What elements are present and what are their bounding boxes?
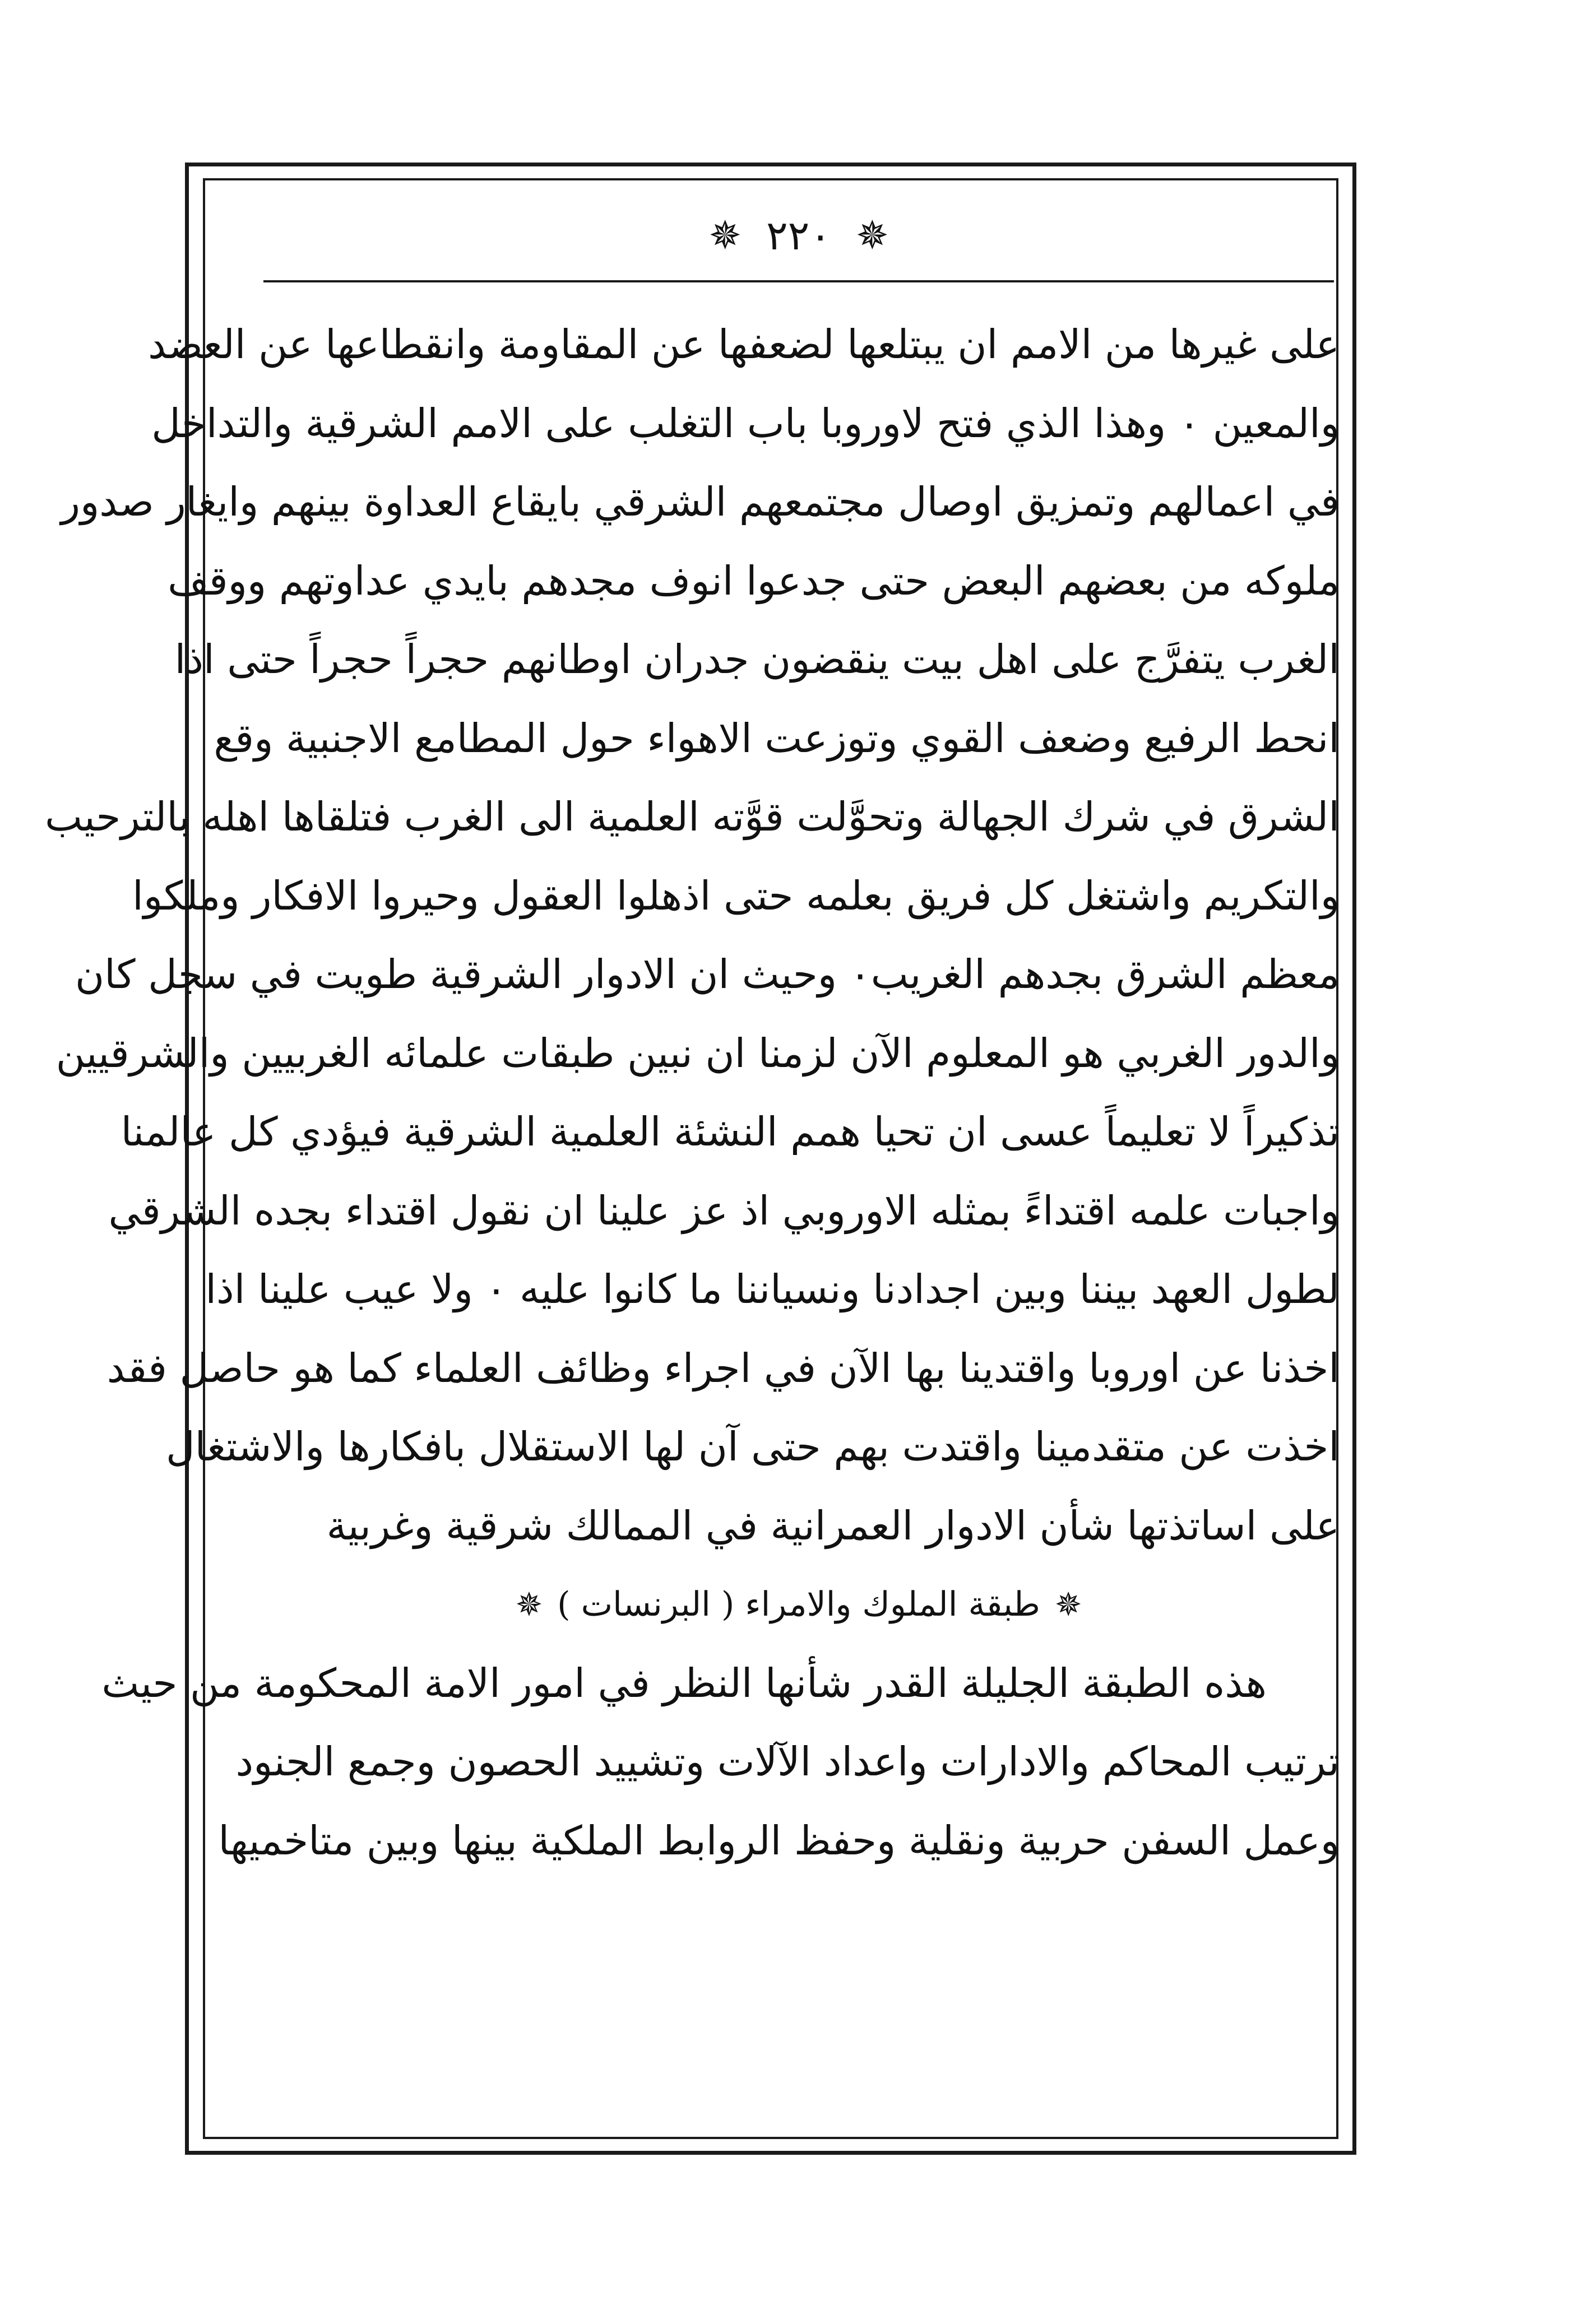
text-line: على اساتذتها شأن الادوار العمرانية في الممالك شرقية وغربية xyxy=(326,1502,1340,1549)
text-line: تذكيراً لا تعليماً عسى ان تحيا همم النشئة العلمية الشرقية فيؤدي كل عالمنا xyxy=(121,1108,1340,1155)
text-line: على غيرها من الامم ان يبتلعها لضعفها عن المقاومة وانقطاعها عن العضد xyxy=(148,321,1340,368)
page-number: ٢٢٠ xyxy=(766,212,832,259)
text-line: هذه الطبقة الجليلة القدر شأنها النظر في امور الامة المحكومة من حيث xyxy=(101,1659,1267,1706)
page-header xyxy=(263,202,1334,269)
text-line: معظم الشرق بجدهم الغريب٠ وحيث ان الادوار الشرقية طويت في سجل كان xyxy=(75,951,1340,998)
ornament-left-icon: ✵ xyxy=(708,212,742,258)
text-line: الغرب يتفرَّج على اهل بيت ينقضون جدران اوطانهم حجراً حجراً حتى اذا xyxy=(174,636,1340,683)
text-line: ترتيب المحاكم والادارات واعداد الآلات وتشييد الحصون وجمع الجنود xyxy=(235,1738,1340,1785)
text-line: لطول العهد بيننا وبين اجدادنا ونسياننا ما كانوا عليه ٠ ولا عيب علينا اذا xyxy=(205,1266,1340,1312)
body-text xyxy=(45,305,1340,2121)
header-divider xyxy=(263,280,1334,282)
text-line: والتكريم واشتغل كل فريق بعلمه حتى اذهلوا العقول وحيروا الافكار وملكوا xyxy=(132,872,1340,919)
heading-ornament-left-icon: ✵ xyxy=(515,1585,543,1623)
text-line: اخذنا عن اوروبا واقتدينا بها الآن في اجراء وظائف العلماء كما هو حاصل فقد xyxy=(106,1344,1340,1391)
text-line: واجبات علمه اقتداءً بمثله الاوروبي اذ عز علينا ان نقول اقتداء بجده الشرقي xyxy=(108,1187,1340,1234)
text-line: ملوكه من بعضهم البعض حتى جدعوا انوف مجدهم بايدي عداوتهم ووقف xyxy=(168,557,1340,604)
section-heading-text: طبقة الملوك والامراء ( البرنسات ) xyxy=(557,1585,1040,1624)
text-line: الشرق في شرك الجهالة وتحوَّلت قوَّته العلمية الى الغرب فتلقاها اهله بالترحيب xyxy=(45,794,1340,840)
text-line: في اعمالهم وتمزيق اوصال مجتمعهم الشرقي بايقاع العداوة بينهم وايغار صدور xyxy=(61,479,1340,525)
heading-ornament-right-icon: ✵ xyxy=(1054,1585,1082,1623)
text-line: والمعين ٠ وهذا الذي فتح لاوروبا باب التغلب على الامم الشرقية والتداخل xyxy=(151,400,1340,447)
text-line: انحط الرفيع وضعف القوي وتوزعت الاهواء حول المطامع الاجنبية وقع xyxy=(214,715,1340,762)
section-heading xyxy=(258,1565,1340,1644)
text-line: والدور الغربي هو المعلوم الآن لزمنا ان نبين طبقات علمائه الغربيين والشرقيين xyxy=(55,1029,1340,1077)
text-line: وعمل السفن حربية ونقلية وحفظ الروابط الملكية بينها وبين متاخميها xyxy=(218,1817,1340,1864)
text-line: اخذت عن متقدمينا واقتدت بهم حتى آن لها الاستقلال بافكارها والاشتغال xyxy=(166,1423,1340,1470)
ornament-right-icon: ✵ xyxy=(856,212,889,258)
